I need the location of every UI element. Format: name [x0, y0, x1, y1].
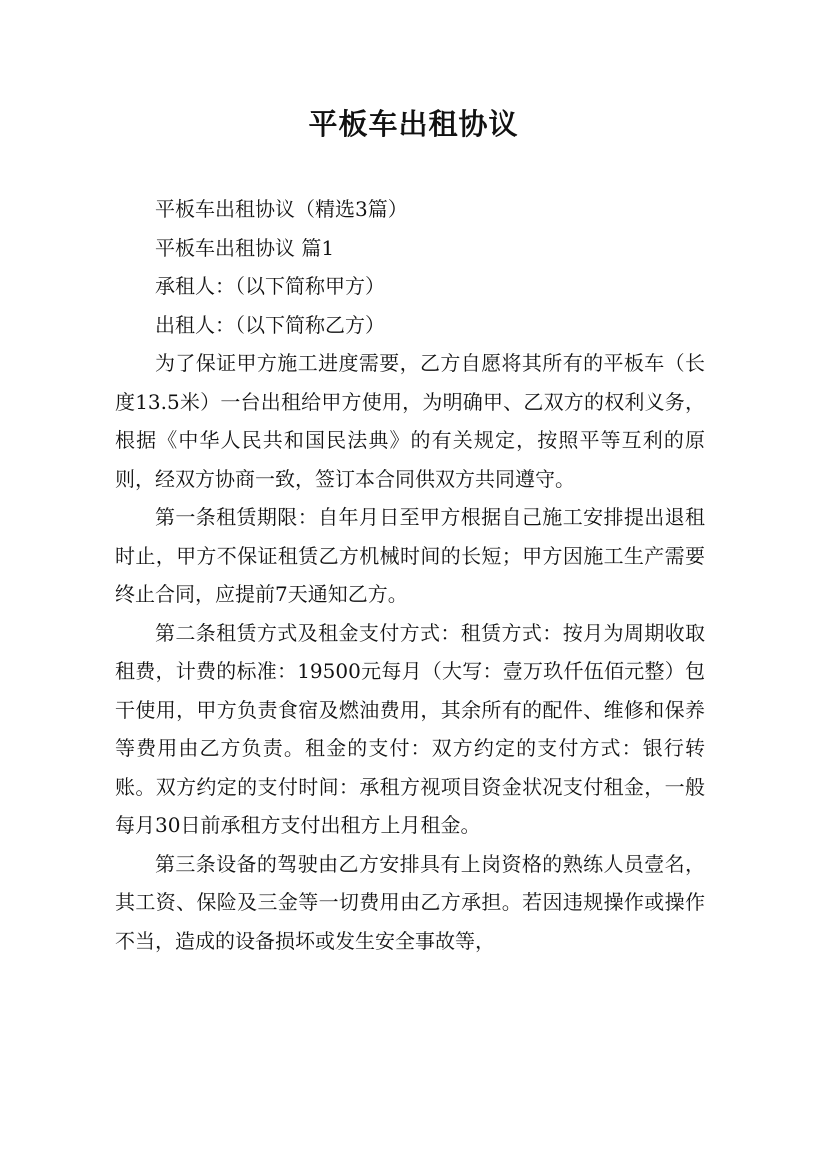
document-body	[115, 190, 705, 960]
paragraph-article-1: 第一条租赁期限：自年月日至甲方根据自己施工安排提出退租时止，甲方不保证租赁乙方机械时间的长短；甲方因施工生产需要终止合同，应提前7天通知乙方。	[115, 505, 705, 606]
paragraph-preamble: 为了保证甲方施工进度需要，乙方自愿将其所有的平板车（长度13.5米）一台出租给甲方使用，为明确甲、乙双方的权利义务，根据《中华人民共和国民法典》的有关规定，按照平等互利的原则，经双方协商一致，签订本合同供双方共同遵守。	[115, 351, 705, 491]
document-title: 平板车出租协议	[308, 107, 519, 141]
paragraph-section-heading: 平板车出租协议 篇1	[155, 235, 335, 260]
paragraph-lessor: 出租人：（以下简称乙方）	[155, 312, 385, 337]
paragraph-article-2: 第二条租赁方式及租金支付方式：租赁方式：按月为周期收取租费，计费的标准：19500元每月（大写：壹万玖仟伍佰元整）包干使用，甲方负责食宿及燃油费用，其余所有的配件、维修和保养等费用由乙方负责。租金的支付：双方约定的支付方式：银行转账。双方约定的支付时间：承租方视项目资金状况支付租金，一般每月30日前承租方支付出租方上月租金。	[115, 620, 705, 837]
paragraph-lessee: 承租人：（以下简称甲方）	[155, 274, 385, 298]
paragraph-article-3: 第三条设备的驾驶由乙方安排具有上岗资格的熟练人员壹名，其工资、保险及三金等一切费用由乙方承担。若因违规操作或操作不当，造成的设备损坏或发生安全事故等，	[115, 851, 705, 953]
paragraph-subtitle: 平板车出租协议（精选3篇）	[155, 197, 408, 221]
